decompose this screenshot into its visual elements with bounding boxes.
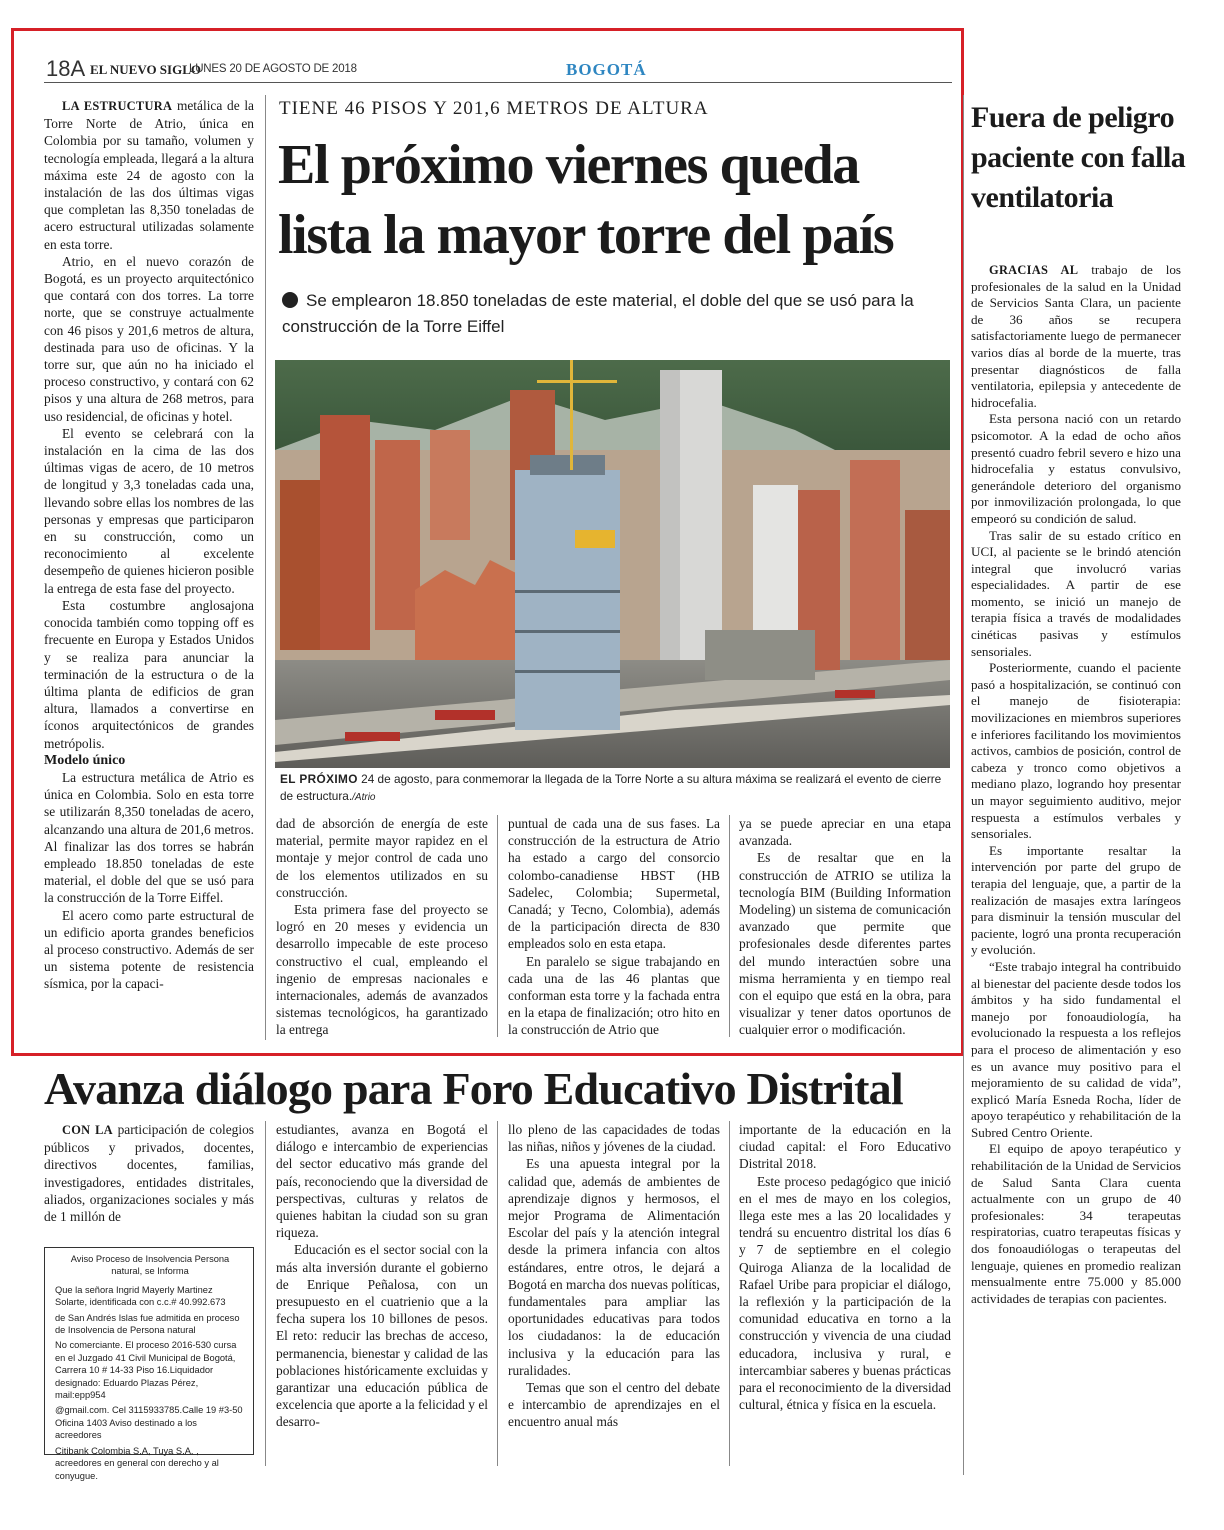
lead-paragraph bbox=[44, 97, 254, 253]
newspaper-name: EL NUEVO SIGLO bbox=[90, 62, 201, 77]
bottom-article-column-1 bbox=[44, 1121, 254, 1225]
kicker: TIENE 46 PISOS Y 201,6 METROS DE ALTURA bbox=[279, 98, 709, 119]
paragraph-text: participación de colegios públicos y privados, docentes, directivos docentes, familias, investigadores, entidades distritales, aliados, organizaciones sociales y más de 1 millón de bbox=[44, 1122, 254, 1225]
paragraph: Tras salir de su estado crítico en UCI, al paciente se le brindó atención integral que involucró varias especialidades. A partir de ese momento, se inició un manejo de terapia física a través de modalidades cinéticas pasivas y estímulos sensoriales. bbox=[971, 527, 1181, 659]
tower-photo bbox=[275, 360, 950, 768]
subheading: Modelo único bbox=[44, 752, 126, 768]
paragraph: Es importante resaltar la intervención por parte del grupo de terapia del lenguaje, que, a partir de la realización de masajes extra laríngeos para disminuir la tensión muscular del paciente, logró una pronta recuperación y evolución. bbox=[971, 842, 1181, 958]
issue-date: LUNES 20 DE AGOSTO DE 2018 bbox=[189, 63, 357, 75]
legal-notice-line: Citibank Colombia S.A, Tuya S.A. , acreedores en general con derecho y al conyugue. bbox=[55, 1445, 219, 1481]
caption-text: 24 de agosto, para conmemorar la llegada de la Torre Norte a su altura máxima se realizará el evento de cierre de estructura. bbox=[280, 772, 942, 803]
folio-rule bbox=[44, 82, 952, 83]
column-rule bbox=[729, 815, 730, 1037]
paragraph-text: metálica de la Torre Norte de Atrio, única en Colombia por su tamaño, volumen y tecnología empleada, llegará a la altura máxima este 24 de agosto con la instalación de las dos últimas vigas que completan las 8,350 toneladas de acero estructural utilizadas solamente en esta torre. bbox=[44, 98, 254, 252]
paragraph: Atrio, en el nuevo corazón de Bogotá, es un proyecto arquitectónico que contará con dos torres. La torre norte, que se construye actualmente con 46 pisos y 201,6 metros de altura, destinada para uso de oficinas. Y la torre sur, que aún no ha iniciado el proceso constructivo, y contará con 62 pisos y una altura de 268 metros, para uso residencial, de oficinas y hotel. bbox=[44, 253, 254, 424]
photo-credit: /Atrio bbox=[352, 792, 376, 803]
lead-in: GRACIAS AL bbox=[989, 263, 1079, 277]
paragraph: Posteriormente, cuando el paciente pasó a hospitalización, se continuó con el manejo de fisioterapia: movilizaciones en miembros superiores e inferiores facilitando los movimientos activos, cambios de posición, control de cabeza y tronco como objetivos a mediano plazo, logrando hoy presentar un mayor seguimiento auditivo, mejor respuesta a estímulos verbales y sensoriales. bbox=[971, 660, 1181, 842]
lead-paragraph bbox=[44, 1121, 254, 1225]
column-rule bbox=[963, 95, 964, 1475]
paragraph: El equipo de apoyo terapéutico y rehabilitación de la Unidad de Servicios de Salud Santa Clara cuenta actualmente con un grupo de 40 profesionales: 34 terapeutas respiratorias, cuatro terapeutas físicas y dos fonoaudiólogas o terapeutas del lenguaje, quienes en promedio realizan mensualmente entre 75.000 y 85.000 actividades de terapias con pacientes. bbox=[971, 1141, 1181, 1306]
lead-article-column-3 bbox=[508, 815, 720, 1039]
paragraph: estudiantes, avanza en Bogotá el diálogo e intercambio de experiencias del sector educativo más grande del país, reconociendo que la diversidad de perspectivas, culturas y relatos de quienes habitan la ciudad son su gran riqueza. bbox=[276, 1122, 488, 1241]
photo-caption bbox=[280, 771, 948, 806]
paragraph: Educación es el sector social con la más alta inversión durante el gobierno de Enrique Peñalosa, con un presupuesto en el cuatrienio que a la fecha supera los 10 billones de pesos. El reto: reducir las brechas de acceso, permanencia, bienestar y calidad de las poblaciones históricamente excluidas y garantizar una educación pública de excelencia que aporte a la felicidad y el desarro- bbox=[276, 1242, 488, 1430]
paragraph: El evento se celebrará con la instalación en la cima de las dos últimas vigas de acero, de 10 metros de longitud y 3,3 toneladas cada una, llevando sobre ellas los nombres de las personas y empresas que participaron en su construcción, como un reconocimiento al excelente desempeño de quienes hicieron posible la entrega de esta fase del proyecto. bbox=[44, 425, 254, 596]
legal-notice-line: @gmail.com. Cel 3115933785.Calle 19 #3-50 Oficina 1403 Aviso destinado a los acreedores bbox=[55, 1405, 243, 1441]
paragraph: Esta primera fase del proyecto se logró en 20 meses y evidencia un desarrollo impecable de este proceso constructivo el cual, empleando el ingenio de empresas nacionales e internacionales, además de avanzados sistemas tecnológicos, ha garantizado la entrega bbox=[276, 902, 488, 1038]
paragraph: El acero como parte estructural de un edificio aporta grandes beneficios al proceso constructivo. Además de ser un sistema potente de resistencia sísmica, por la capaci- bbox=[44, 907, 254, 992]
section-title: BOGOTÁ bbox=[566, 60, 647, 79]
bottom-headline: Avanza diálogo para Foro Educativo Distrital bbox=[44, 1063, 903, 1114]
paragraph: Temas que son el centro del debate e intercambio de aprendizajes en el encuentro anual más bbox=[508, 1380, 720, 1430]
paragraph: En paralelo se sigue trabajando en cada una de las 46 plantas que conforman esta torre y la fachada entra en la etapa de finalización; otro hito en la construcción de Atrio que bbox=[508, 953, 720, 1038]
paragraph: llo pleno de las capacidades de todas las niñas, niños y jóvenes de la ciudad. bbox=[508, 1122, 720, 1155]
column-rule bbox=[265, 95, 266, 1040]
caption-lead-in: EL PRÓXIMO bbox=[280, 772, 358, 786]
column-rule bbox=[265, 1121, 266, 1466]
paragraph: ya se puede apreciar en una etapa avanzada. bbox=[739, 816, 951, 849]
lead-in: LA ESTRUCTURA bbox=[62, 99, 173, 113]
lead-article-column-2 bbox=[276, 815, 488, 1039]
paragraph: Este proceso pedagógico que inició en el mes de mayo en los colegios, llega este mes a las 20 localidades y tendrá su encuentro distrital los días 6 y 7 de septiembre en el colegio Quiroga Alianza de la localidad de Rafael Uribe para propiciar el diálogo, la reflexión y la participación de la comunidad educativa en torno a la construcción y vivencia de una ciudad educadora, inclusiva y rural, e intercambiar saberes y buenas prácticas para el reconocimiento de la diversidad cultural, étnica y física en la escuela. bbox=[739, 1173, 951, 1413]
bottom-article-column-4 bbox=[739, 1121, 951, 1413]
legal-notice-line: Que la señora Ingrid Mayerly Martinez Solarte, identificada con c.c.# 40.992.673 bbox=[55, 1284, 226, 1308]
paragraph: Es de resaltar que en la construcción de ATRIO se utiliza la tecnología BIM (Building Information Modeling) un sistema de comunicación avanzado que permite que profesionales desde diferentes partes del mundo interactúen sobre una misma herramienta y en tiempo real con el equipo que está en la obra, para visualizar y tener datos oportunos de cualquier error o modificación. bbox=[739, 850, 951, 1038]
lead-paragraph bbox=[971, 262, 1181, 411]
bottom-article-column-2 bbox=[276, 1121, 488, 1431]
side-article-body bbox=[971, 262, 1181, 1307]
legal-notice-box bbox=[44, 1247, 254, 1481]
paragraph: Esta persona nació con un retardo psicomotor. A la edad de ocho años presentó cuadro febril severo e hizo una hidrocefalia y estatus convulsivo, generándole deterioro del organismo por inmovilización prolongada, lo que empeoró su condición de salud. bbox=[971, 411, 1181, 526]
lead-article-column-1 bbox=[44, 97, 254, 993]
column-rule bbox=[729, 1121, 730, 1466]
legal-notice-title: Aviso Proceso de Insolvencia Persona natural, se Informa bbox=[70, 1254, 230, 1277]
paragraph-text: trabajo de los profesionales de la salud en la Unidad de Servicios Santa Clara, un paciente de 36 años se recupera satisfactoriamente luego de permanecer varios días al borde de la muerte, tras presentar diagnósticos de falla ventilatoria, epilepsia y antecedente de hidrocefalia. bbox=[971, 262, 1181, 410]
bullet-icon bbox=[282, 292, 298, 308]
page-number: 18A bbox=[46, 56, 86, 81]
lead-in: CON LA bbox=[62, 1123, 113, 1137]
deck-text: Se emplearon 18.850 toneladas de este material, el doble del que se usó para la construcción de la Torre Eiffel bbox=[282, 291, 914, 336]
lead-article-column-4 bbox=[739, 815, 951, 1039]
paragraph: La estructura metálica de Atrio es única en Colombia. Solo en esta torre se utilizarán 8,350 toneladas de acero, alcanzando una altura de 201,6 metros. Al finalizar las dos torres se habrán empleado 18.850 toneladas de este material, el doble del que se usó para la construcción de la Torre Eiffel. bbox=[44, 769, 254, 906]
legal-notice-line: de San Andrés Islas fue admitida en proceso de Insolvencia de Persona natural bbox=[55, 1312, 240, 1336]
paragraph: importante de la educación en la ciudad capital: el Foro Educativo Distrital 2018. bbox=[739, 1122, 951, 1172]
column-rule bbox=[497, 815, 498, 1037]
column-rule bbox=[497, 1121, 498, 1466]
legal-notice-line: No comerciante. El proceso 2016-530 cursa en el Juzgado 41 Civil Municipal de Bogotá, Carrera 10 # 14-33 Piso 16.Liquidador designado: Eduardo Plazas Pérez, mail:epp954 bbox=[55, 1340, 237, 1401]
headline: El próximo viernes queda lista la mayor torre del país bbox=[278, 134, 894, 266]
paragraph: Esta costumbre anglosajona conocida también como topping off es frecuente en Europa y Estados Unidos y se realiza para anunciar la terminación de la estructura o de la última planta de edificios de gran altura, llamados a convertirse en íconos arquitectónicos de grandes metrópolis. bbox=[44, 597, 254, 751]
paragraph: “Este trabajo integral ha contribuido al bienestar del paciente desde todos los ámbitos y ha sido fundamental el manejo por fonoaudiología, ha evolucionado la respuesta a los reflejos para el proceso de alimentación y eso es un avance muy positivo para el mejoramiento de su calidad de vida”, explicó María Esneda Rocha, líder de apoyo terapéutico y rehabilitación de la Subred Centro Oriente. bbox=[971, 958, 1181, 1140]
deck bbox=[282, 288, 952, 340]
side-headline: Fuera de peligro paciente con falla ventilatoria bbox=[971, 101, 1186, 214]
paragraph: puntual de cada una de sus fases. La construcción de la estructura de Atrio ha estado a cargo del consorcio colombo-canadiense HBST (HB Sadelec, Colombia; Supermetal, Canadá; y Tecno, Colombia), además de la participación directa de 830 empleados solo en esta etapa. bbox=[508, 816, 720, 952]
paragraph: Es una apuesta integral por la calidad que, además de ambientes de aprendizaje dignos y hermosos, el mejor Programa de Alimentación Escolar del país y la atención integral desde la primera infancia con altos estándares, entre otros, le dejará a Bogotá en marcha dos nuevas políticas, fundamentales para ampliar las oportunidades educativas para todos los ciudadanos: la de educación inclusiva y la educación para las ruralidades. bbox=[508, 1156, 720, 1378]
bottom-article-column-3 bbox=[508, 1121, 720, 1431]
paragraph: dad de absorción de energía de este material, permite mayor rapidez en el montaje y mejor control de cada uno de los elementos utilizados en su construcción. bbox=[276, 816, 488, 900]
